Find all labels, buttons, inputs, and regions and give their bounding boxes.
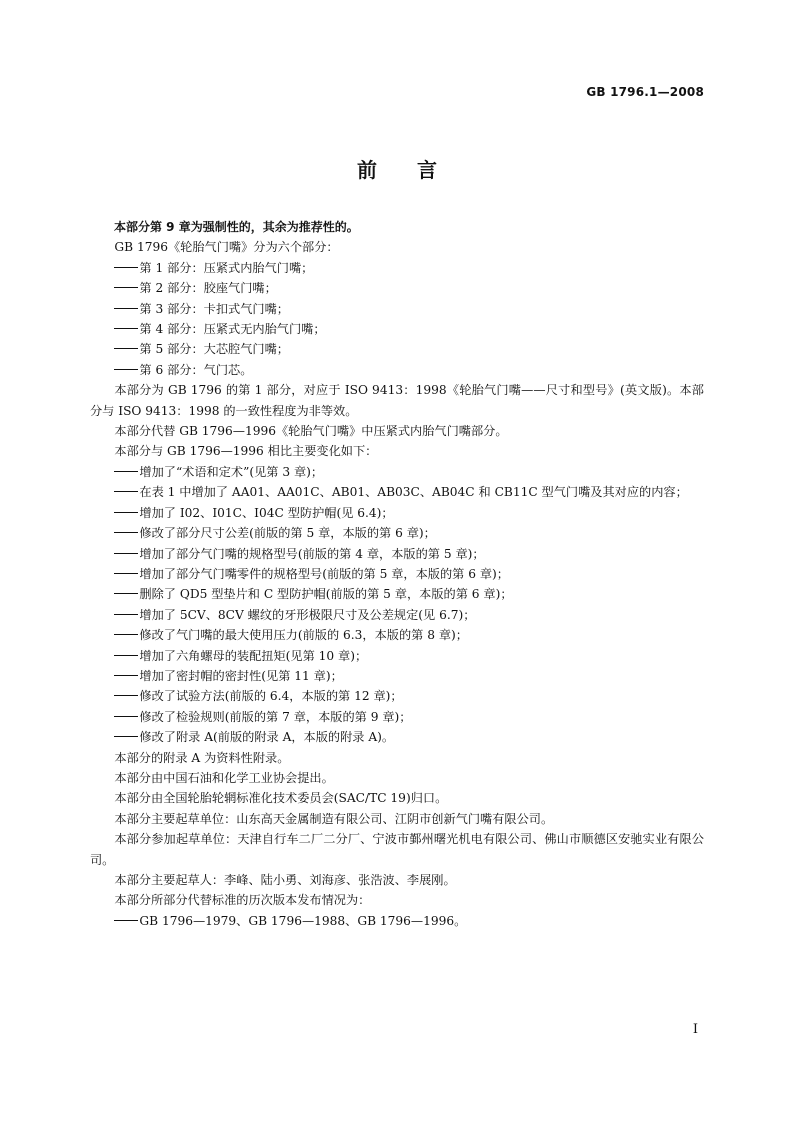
list-item: 第 4 部分：压紧式无内胎气门嘴； [90, 319, 704, 339]
em-dash-marker [114, 308, 138, 309]
page-title: 前言 [357, 158, 477, 182]
em-dash-marker [114, 655, 138, 656]
paragraph: 本部分代替 GB 1796—1996《轮胎气门嘴》中压紧式内胎气门嘴部分。 [114, 424, 508, 439]
em-dash-marker [114, 573, 138, 574]
em-dash-marker [114, 348, 138, 349]
paragraph: 本部分与 GB 1796—1996 相比主要变化如下： [114, 444, 378, 459]
list-item: 修改了试验方法(前版的 6.4，本版的第 12 章)； [90, 686, 704, 706]
paragraph: 本部分由全国轮胎轮辋标准化技术委员会(SAC/TC 19)归口。 [114, 791, 448, 806]
em-dash-marker [114, 328, 138, 329]
list-item: 增加了密封帽的密封性(见第 11 章)； [90, 666, 704, 686]
em-dash-marker [114, 736, 138, 737]
list-item: 修改了气门嘴的最大使用压力(前版的 6.3，本版的第 8 章)； [90, 625, 704, 645]
list-item: 增加了 5CV、8CV 螺纹的牙形极限尺寸及公差规定(见 6.7)； [90, 605, 704, 625]
em-dash-marker [114, 675, 138, 676]
list-item: 增加了部分气门嘴的规格型号(前版的第 4 章，本版的第 5 章)； [90, 544, 704, 564]
paragraph: 本部分为 GB 1796 的第 1 部分，对应于 ISO 9413：1998《轮胎气门嘴——尺寸和型号》(英文版)。本部分与 ISO 9413：1998 的一致性程度为非等效。 [90, 383, 704, 418]
em-dash-marker [114, 532, 138, 533]
em-dash-marker [114, 553, 138, 554]
page-number: I [692, 1022, 698, 1037]
em-dash-marker [114, 491, 138, 492]
paragraph: 本部分参加起草单位：天津自行车二厂二分厂、宁波市鄞州曙光机电有限公司、佛山市顺德区安驰实业有限公司。 [90, 832, 704, 867]
list-item: 第 1 部分：压紧式内胎气门嘴； [90, 258, 704, 278]
paragraph: 本部分的附录 A 为资料性附录。 [114, 750, 290, 765]
list-item: 增加了“术语和定术”(见第 3 章)； [90, 462, 704, 482]
list-item: 在表 1 中增加了 AA01、AA01C、AB01、AB03C、AB04C 和 CB11C 型气门嘴及其对应的内容； [90, 482, 704, 502]
list-item: 删除了 QD5 型垫片和 C 型防护帽(前版的第 5 章，本版的第 6 章)； [90, 584, 704, 604]
list-item: 修改了附录 A(前版的附录 A，本版的附录 A)。 [90, 727, 704, 747]
em-dash-marker [114, 634, 138, 635]
paragraph: 本部分主要起草单位：山东高天金属制造有限公司、江阴市创新气门嘴有限公司。 [114, 811, 554, 826]
em-dash-marker [114, 716, 138, 717]
paragraph: 本部分所部分代替标准的历次版本发布情况为： [114, 893, 371, 908]
list-item: 增加了部分气门嘴零件的规格型号(前版的第 5 章，本版的第 6 章)； [90, 564, 704, 584]
list-item: 第 5 部分：大芯腔气门嘴； [90, 339, 704, 359]
document-body [90, 217, 704, 931]
paragraph: GB 1796《轮胎气门嘴》分为六个部分： [114, 240, 339, 255]
list-item: 增加了 I02、I01C、I04C 型防护帽(见 6.4)； [90, 503, 704, 523]
list-item: 增加了六角螺母的装配扭矩(见第 10 章)； [90, 646, 704, 666]
list-item: 第 6 部分：气门芯。 [90, 360, 704, 380]
em-dash-marker [114, 471, 138, 472]
em-dash-marker [114, 695, 138, 696]
list-item: 第 2 部分：胶座气门嘴； [90, 278, 704, 298]
em-dash-marker [114, 593, 138, 594]
paragraph: 本部分主要起草人：李峰、陆小勇、刘海彦、张浩波、李展刚。 [114, 873, 456, 887]
list-item: GB 1796—1979、GB 1796—1988、GB 1796—1996。 [90, 911, 704, 931]
list-item: 修改了检验规则(前版的第 7 章，本版的第 9 章)； [90, 707, 704, 727]
em-dash-marker [114, 614, 138, 615]
paragraph: 本部分由中国石油和化学工业协会提出。 [114, 770, 334, 785]
standard-number: GB 1796.1—2008 [586, 85, 704, 99]
em-dash-marker [114, 512, 138, 513]
em-dash-marker [114, 920, 138, 921]
list-item: 第 3 部分：卡扣式气门嘴； [90, 299, 704, 319]
mandatory-statement: 本部分第 9 章为强制性的，其余为推荐性的。 [114, 220, 359, 234]
em-dash-marker [114, 267, 138, 268]
list-item: 修改了部分尺寸公差(前版的第 5 章，本版的第 6 章)； [90, 523, 704, 543]
em-dash-marker [114, 287, 138, 288]
em-dash-marker [114, 369, 138, 370]
